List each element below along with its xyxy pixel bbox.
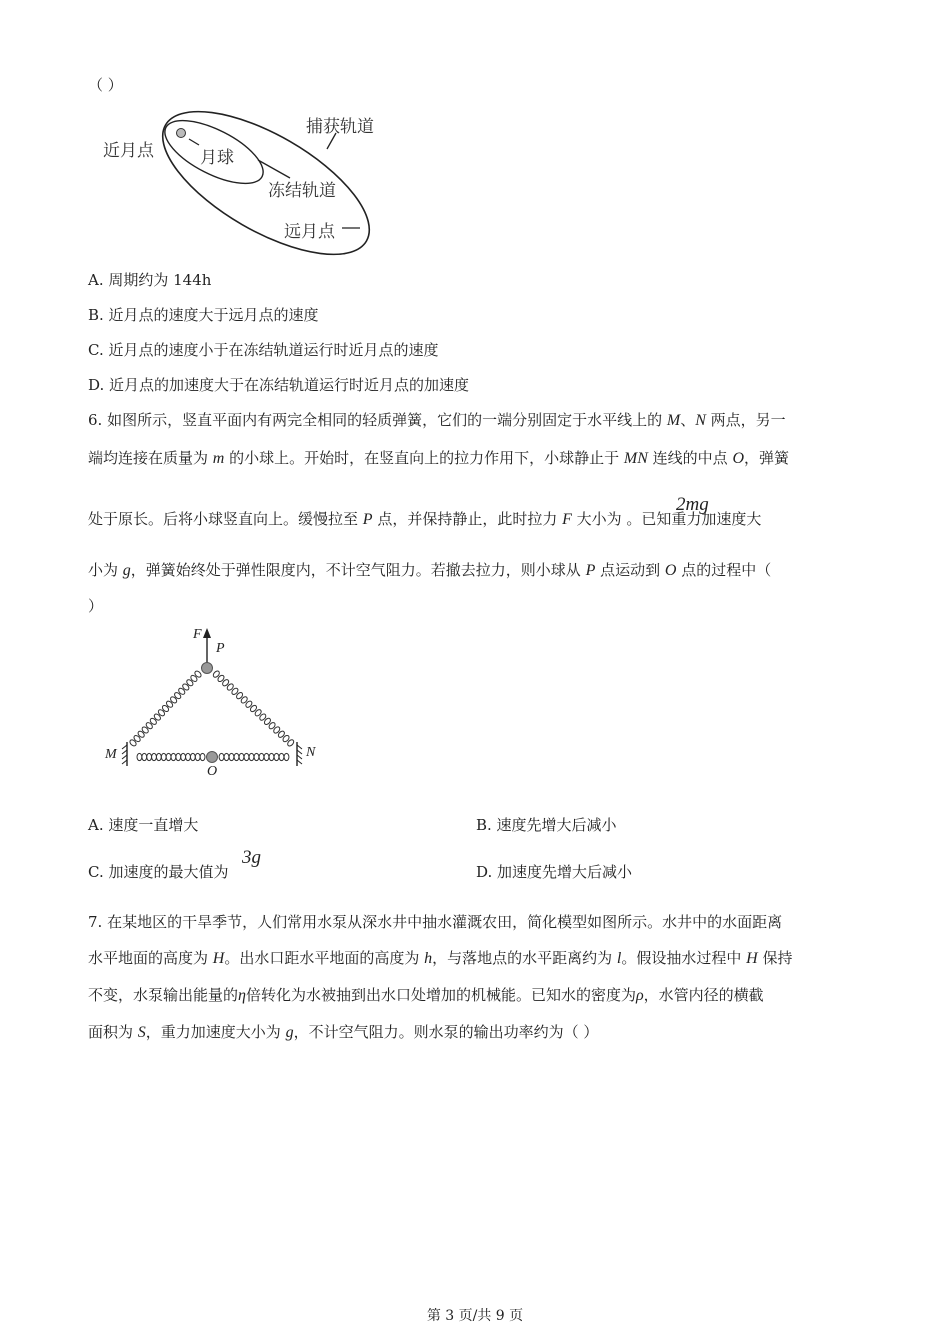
label-n: N (306, 745, 316, 760)
text-segment: 点运动到 (595, 561, 665, 579)
bottom-right-spring-coil (264, 753, 269, 760)
math-symbol: g (285, 1024, 294, 1041)
label-f: F (193, 627, 202, 642)
text-segment: 点的过程中（ (676, 561, 772, 579)
force-expression: 2mg (676, 494, 709, 515)
q7-line-3 (88, 985, 764, 1006)
left-spring-coil (177, 687, 186, 695)
text-segment: A. 速度一直增大 (88, 816, 199, 834)
left-spring-coil (169, 696, 178, 704)
math-symbol: P (585, 562, 596, 579)
math-symbol: ρ (635, 987, 644, 1004)
text-segment: D. 近月点的加速度大于在冻结轨道运行时近月点的加速度 (88, 376, 470, 394)
text-segment: 连线的中点 (647, 449, 733, 467)
text-segment: ，与落地点的水平距离约为 (432, 949, 617, 967)
text-segment: ） (88, 597, 104, 615)
math-symbol: N (695, 412, 706, 429)
text-segment: 小为 (88, 561, 123, 579)
text-segment: 7. 在某地区的干旱季节，人们常用水泵从深水井中抽水灌溉农田，简化模型如图所示。水井中的水面距离 (88, 913, 783, 931)
math-symbol: g (122, 562, 131, 579)
apolune-label: 远月点 (284, 222, 335, 242)
left-spring-coil (182, 683, 191, 691)
bottom-right-spring-coil (229, 753, 234, 760)
math-symbol: H (212, 950, 225, 967)
bottom-left-spring-coil (176, 753, 181, 760)
perilune-label: 近月点 (103, 141, 154, 161)
ball-at-p (202, 663, 213, 674)
math-symbol: S (137, 1024, 146, 1041)
bottom-left-spring-coil (166, 753, 171, 760)
math-symbol: O (732, 450, 744, 467)
math-symbol: MN (623, 450, 648, 467)
bottom-right-spring-coil (259, 753, 264, 760)
text-segment: 大小为 。已知重力加速度大 (571, 510, 762, 528)
math-symbol: H (746, 950, 758, 967)
text-segment: 的小球上。开始时，在竖直向上的拉力作用下，小球静止于 (224, 449, 624, 467)
left-spring-coil (161, 704, 170, 712)
label-m: M (105, 747, 117, 762)
left-spring-coil (141, 726, 150, 734)
text-segment: 端均连接在质量为 (88, 449, 213, 467)
bottom-left-spring-coil (171, 753, 176, 760)
bottom-right-spring-coil (219, 753, 224, 760)
text-segment: ，不计空气阻力。则水泵的输出功率约为（ ） (293, 1023, 599, 1041)
bottom-right-spring-coil (224, 753, 229, 760)
bottom-right-spring-coil (284, 753, 289, 760)
bottom-left-spring-coil (137, 753, 142, 760)
text-segment: ，弹簧 (744, 449, 790, 467)
text-segment: C. 近月点的速度小于在冻结轨道运行时近月点的速度 (88, 341, 439, 359)
text-segment: 两点，另一 (705, 411, 786, 429)
left-spring-coil (165, 700, 174, 708)
q6-option-c[interactable] (88, 862, 228, 882)
q7-line-4 (88, 1022, 598, 1043)
q7-line-2 (88, 948, 792, 969)
left-spring-coil (173, 691, 182, 699)
left-spring-coil (133, 734, 142, 742)
math-symbol: O (664, 562, 677, 579)
text-segment: 保持 (757, 949, 793, 967)
text-segment: 处于原长。后将小球竖直向上。缓慢拉至 (88, 510, 363, 528)
text-segment: B. 近月点的速度大于远月点的速度 (88, 306, 319, 324)
bottom-left-spring-coil (190, 753, 195, 760)
bottom-right-spring-coil (254, 753, 259, 760)
frozen-orbit-label: 冻结轨道 (268, 181, 336, 201)
math-symbol: M (666, 412, 681, 429)
text-segment: 6. 如图所示，竖直平面内有两完全相同的轻质弹簧，它们的一端分别固定于水平线上的 (88, 411, 667, 429)
bottom-right-spring-coil (269, 753, 274, 760)
text-segment: A. 周期约为 144h (88, 271, 212, 289)
text-segment: 。出水口距水平地面的高度为 (224, 949, 425, 967)
label-p: P (216, 641, 225, 656)
accel-expression: 3g (242, 847, 261, 868)
left-spring-coil (194, 670, 203, 678)
left-spring-coil (186, 679, 195, 687)
force-arrow-head (203, 628, 211, 638)
math-symbol: h (424, 950, 433, 967)
q6-option-a[interactable] (88, 815, 198, 835)
bottom-left-spring-coil (156, 753, 161, 760)
left-spring-coil (149, 717, 158, 725)
bottom-right-spring-coil (279, 753, 284, 760)
q6-option-d[interactable] (476, 862, 632, 882)
text-segment: C. 加速度的最大值为 (88, 863, 229, 881)
bottom-left-spring-coil (195, 753, 200, 760)
label-o: O (207, 764, 218, 779)
math-symbol: η (238, 987, 246, 1004)
q7-line-1 (88, 912, 782, 932)
bottom-right-spring-coil (244, 753, 249, 760)
math-symbol: m (212, 450, 225, 467)
text-segment: 面积为 (88, 1023, 138, 1041)
math-symbol: l (616, 950, 622, 967)
text-segment: 水平地面的高度为 (88, 949, 213, 967)
text-segment: D. 加速度先增大后减小 (476, 863, 633, 881)
text-segment: 不变，水泵输出能量的 (88, 986, 239, 1004)
text-segment: ，弹簧始终处于弹性限度内，不计空气阻力。若撤去拉力，则小球从 (130, 561, 586, 579)
text-segment: ，重力加速度大小为 (145, 1023, 286, 1041)
bottom-left-spring-coil (147, 753, 152, 760)
text-segment: 。假设抽水过程中 (621, 949, 747, 967)
text-segment: B. 速度先增大后减小 (476, 816, 617, 834)
text-segment: 、 (680, 411, 696, 429)
bottom-left-spring-coil (186, 753, 191, 760)
moon-label: 月球 (200, 148, 234, 168)
bottom-left-spring-coil (152, 753, 157, 760)
math-symbol: P (362, 511, 373, 528)
bottom-right-spring-coil (274, 753, 279, 760)
spring-diagram (0, 0, 340, 800)
text-segment: 倍转化为水被抽到出水口处增加的机械能。已知水的密度为 (245, 986, 636, 1004)
bottom-right-spring-coil (239, 753, 244, 760)
bottom-left-spring-coil (200, 753, 205, 760)
bottom-left-spring-coil (181, 753, 186, 760)
bottom-left-spring-coil (142, 753, 147, 760)
math-symbol: F (562, 511, 572, 528)
ball-at-o (207, 752, 218, 763)
bottom-right-spring-coil (249, 753, 254, 760)
q6-option-b[interactable] (476, 815, 617, 835)
left-spring-coil (153, 713, 162, 721)
page-footer: 第 3 页/共 9 页 (426, 1308, 524, 1324)
text-segment: ，水管内径的横截 (643, 986, 764, 1004)
left-spring-coil (129, 739, 138, 747)
left-spring-coil (137, 730, 146, 738)
capture-orbit-label: 捕获轨道 (306, 117, 374, 137)
left-spring-coil (190, 674, 199, 682)
text-segment: 点，并保持静止，此时拉力 (372, 510, 563, 528)
q5-answer-bracket: （ ） (88, 76, 123, 94)
bottom-left-spring-coil (161, 753, 166, 760)
left-spring-coil (145, 721, 154, 729)
bottom-right-spring-coil (234, 753, 239, 760)
left-spring-coil (157, 709, 166, 717)
